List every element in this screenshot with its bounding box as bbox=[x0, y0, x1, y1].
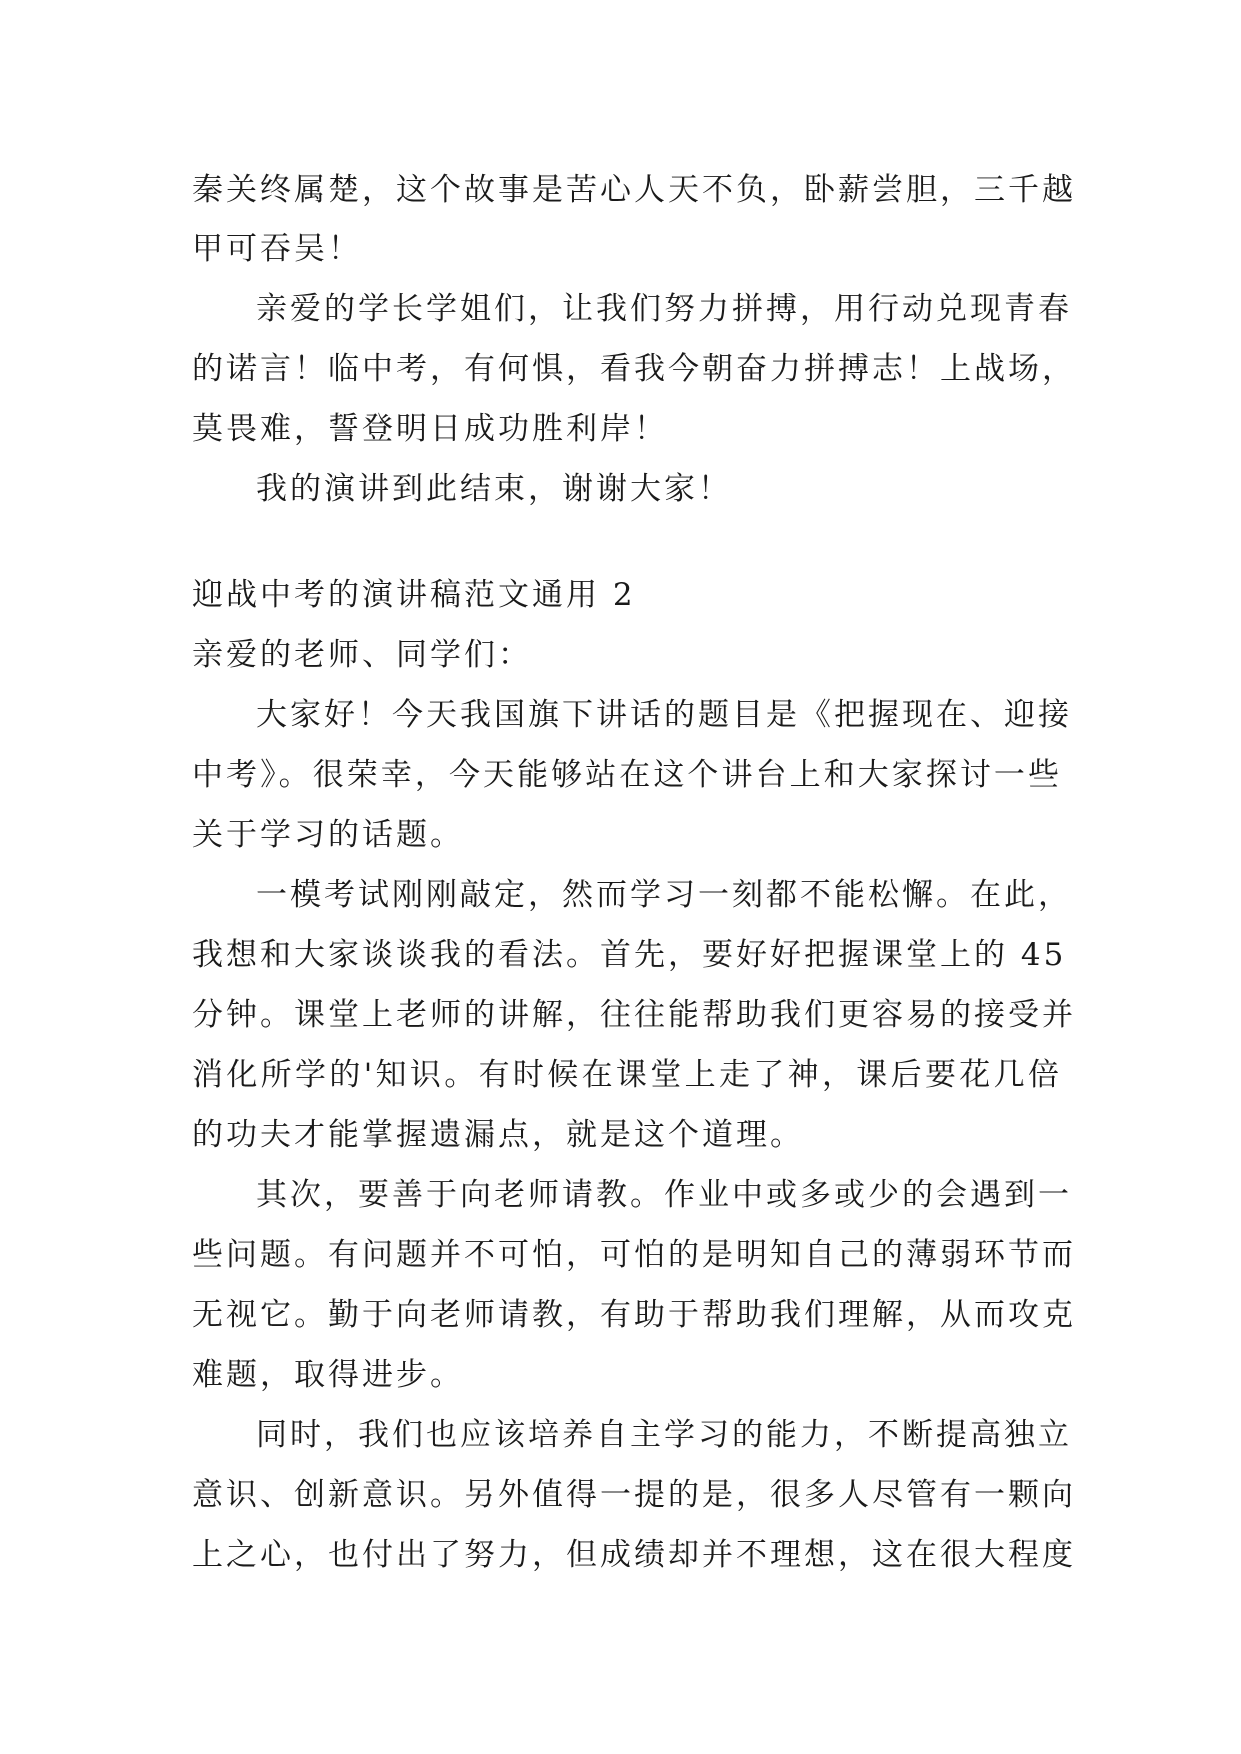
text-line: 我想和大家谈谈我的看法。首先，要好好把握课堂上的 45 bbox=[192, 937, 1067, 973]
text-line: 的功夫才能掌握遗漏点，就是这个道理。 bbox=[192, 1117, 804, 1153]
text-line: 秦关终属楚，这个故事是苦心人天不负，卧薪尝胆，三千越 bbox=[192, 172, 1076, 208]
text-line: 难题，取得进步。 bbox=[192, 1357, 464, 1393]
text-line: 关于学习的话题。 bbox=[192, 817, 464, 853]
text-line: 中考》。很荣幸，今天能够站在这个讲台上和大家探讨一些 bbox=[192, 757, 1062, 793]
salutation: 亲爱的老师、同学们： bbox=[192, 637, 532, 673]
text-line: 些问题。有问题并不可怕，可怕的是明知自己的薄弱环节而 bbox=[192, 1237, 1076, 1273]
text-line: 的诺言！临中考，有何惧，看我今朝奋力拼搏志！上战场， bbox=[192, 351, 1076, 387]
text-line: 亲爱的学长学姐们，让我们努力拼搏，用行动兑现青春 bbox=[256, 291, 1072, 327]
text-line: 分钟。课堂上老师的讲解，往往能帮助我们更容易的接受并 bbox=[192, 997, 1076, 1033]
text-line: 同时，我们也应该培养自主学习的能力，不断提高独立 bbox=[256, 1417, 1072, 1453]
text-line: 上之心，也付出了努力，但成绩却并不理想，这在很大程度 bbox=[192, 1537, 1076, 1573]
text-line: 无视它。勤于向老师请教，有助于帮助我们理解，从而攻克 bbox=[192, 1297, 1076, 1333]
text-line: 一模考试刚刚敲定，然而学习一刻都不能松懈。在此， bbox=[256, 877, 1072, 913]
text-line: 莫畏难，誓登明日成功胜利岸！ bbox=[192, 411, 668, 447]
text-line: 甲可吞吴！ bbox=[192, 231, 362, 267]
text-line: 我的演讲到此结束，谢谢大家！ bbox=[256, 471, 732, 507]
text-line: 其次，要善于向老师请教。作业中或多或少的会遇到一 bbox=[256, 1177, 1072, 1213]
section-title: 迎战中考的演讲稿范文通用 2 bbox=[192, 577, 636, 613]
text-line: 消化所学的'知识。有时候在课堂上走了神，课后要花几倍 bbox=[192, 1057, 1062, 1093]
text-line: 大家好！今天我国旗下讲话的题目是《把握现在、迎接 bbox=[256, 697, 1072, 733]
text-line: 意识、创新意识。另外值得一提的是，很多人尽管有一颗向 bbox=[192, 1477, 1076, 1513]
